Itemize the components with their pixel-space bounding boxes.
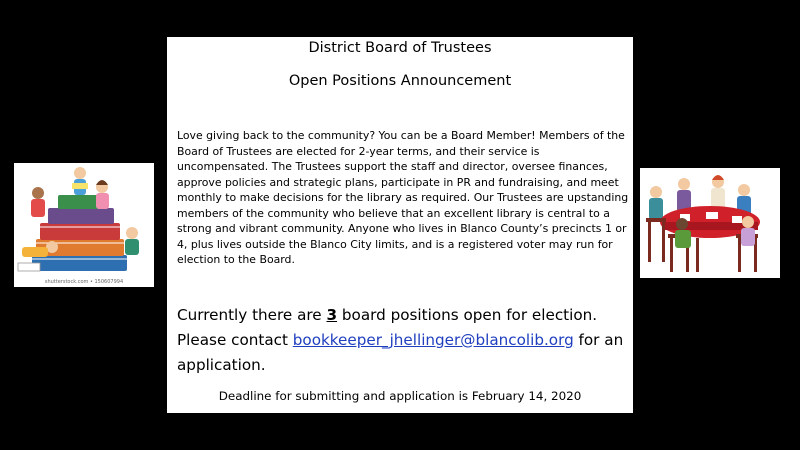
- stock-watermark: shutterstock.com • 150607994: [44, 279, 124, 285]
- contact-email-link[interactable]: bookkeeper_jhellinger@blancolib.org: [292, 331, 574, 349]
- children-reading-illustration: [14, 163, 154, 287]
- notice-subtitle: Open Positions Announcement: [288, 73, 512, 89]
- open-positions-count: 3: [326, 306, 338, 324]
- children-reading-icon: [14, 163, 154, 287]
- notice-title: District Board of Trustees: [308, 40, 492, 56]
- callout-suffix: for an application.: [177, 331, 624, 374]
- positions-callout: [177, 303, 633, 378]
- meeting-illustration: [640, 168, 780, 278]
- announcement-slide: [167, 37, 633, 413]
- notice-body: Love giving back to the community? You can be a Board Member! Members of the Board of Trustees are elected for 2-year terms, and their service is uncompensated. The Trustees support the staff and director, oversee finances, approve policies and strategic plans, participate in PR and fundraising, and meet monthly to make decisions for the library as required. Our Trustees are upstanding members of the community who believe that an excellent library is central to a strong and vibrant community. Anyone who lives in Blanco County’s precincts 1 or 4, plus lives outside the Blanco City limits, and is a registered voter may run for election to the Board.: [177, 129, 629, 266]
- callout-middle: board positions open for election. Please contact: [177, 306, 598, 349]
- deadline-text: Deadline for submitting and application is February 14, 2020: [218, 389, 582, 403]
- people-meeting-icon: [640, 168, 780, 278]
- callout-prefix: Currently there are: [177, 306, 327, 324]
